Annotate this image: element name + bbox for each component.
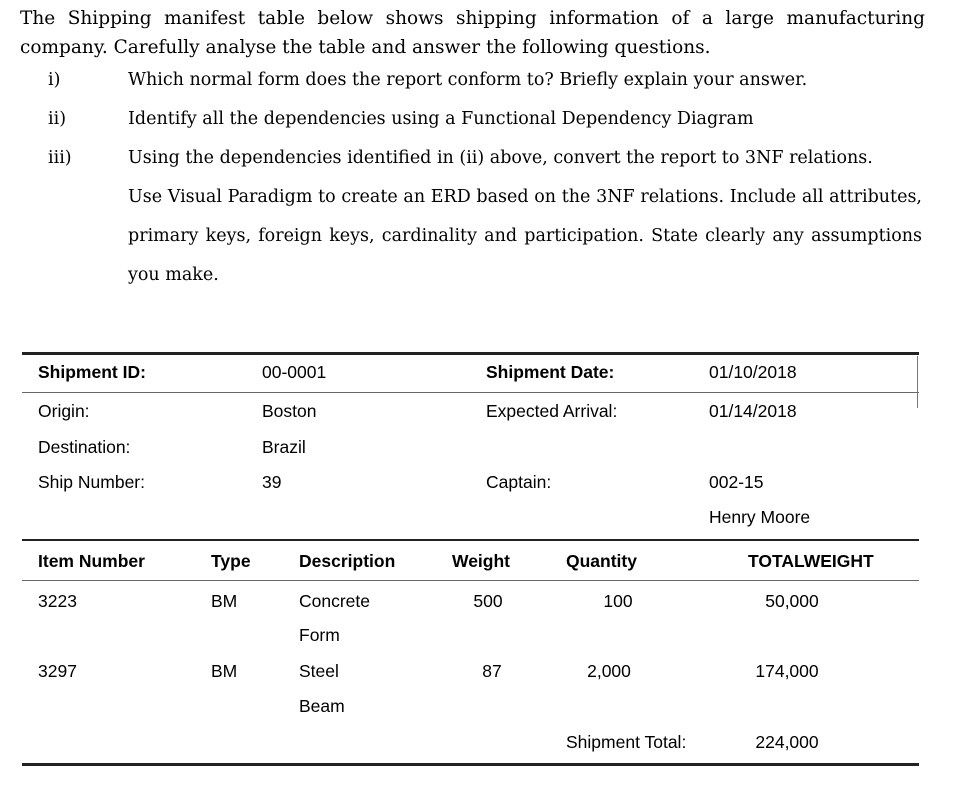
ship-number-label: Ship Number: [38,472,145,492]
intro-line-2: company. Carefully analyse the table and answer the following questions. [20,37,711,58]
intro-paragraph [20,4,925,62]
instruction-paragraph: Use Visual Paradigm to create an ERD based on the 3NF relations. Include all attributes, primary keys, foreign keys, cardinality and participation. State clearly any assumptions you make. [128,187,922,285]
question-text-1: Which normal form does the report conform to? Briefly explain your answer. [128,70,808,90]
question-number-3: iii) [48,148,72,168]
item-total-weight: 50,000 [765,591,819,611]
shipment-date-label: Shipment Date: [486,362,615,382]
item-weight: 500 [473,591,503,611]
expected-arrival-value: 01/14/2018 [709,401,797,421]
section-rule [22,539,919,541]
item-number: 3297 [38,661,77,681]
shipment-total-label: Shipment Total: [566,732,687,752]
origin-label: Origin: [38,401,90,421]
table-top-rule [22,352,919,355]
column-header-divider [22,580,919,581]
item-type: BM [211,661,238,681]
item-weight: 87 [482,661,502,681]
item-description-line-1: Steel [299,661,339,681]
column-header-description: Description [299,551,396,571]
item-quantity: 2,000 [587,661,631,681]
item-quantity: 100 [603,591,633,611]
column-header-quantity: Quantity [566,551,637,571]
column-header-type: Type [211,551,251,571]
destination-label: Destination: [38,437,131,457]
item-description-line-2: Beam [299,696,345,716]
item-number: 3223 [38,591,77,611]
header-divider [22,392,919,393]
captain-id-value: 002-15 [709,472,764,492]
captain-label: Captain: [486,472,552,492]
item-description-line-2: Form [299,625,340,645]
captain-name-value: Henry Moore [709,507,811,527]
item-total-weight: 174,000 [755,661,819,681]
question-number-1: i) [48,70,61,90]
shipment-total-value: 224,000 [755,732,819,752]
column-header-total-weight: TOTALWEIGHT [748,551,874,571]
shipment-id-value: 00-0001 [262,362,327,382]
shipment-date-value: 01/10/2018 [709,362,797,382]
table-bottom-rule [22,763,919,766]
column-header-weight: Weight [452,551,511,571]
right-edge-mark [917,356,918,408]
shipment-id-label: Shipment ID: [38,362,146,382]
item-description-line-1: Concrete [299,591,371,611]
expected-arrival-label: Expected Arrival: [486,401,618,421]
question-text-3: Using the dependencies identified in (ii) above, convert the report to 3NF relations. [128,148,873,168]
intro-line-1: The Shipping manifest table below shows shipping information of a large manufacturing [20,8,925,29]
item-type: BM [211,591,238,611]
origin-value: Boston [262,401,317,421]
question-text-2: Identify all the dependencies using a Functional Dependency Diagram [128,109,754,129]
question-number-2: ii) [48,109,67,129]
ship-number-value: 39 [262,472,282,492]
destination-value: Brazil [262,437,306,457]
column-header-item-number: Item Number [38,551,145,571]
